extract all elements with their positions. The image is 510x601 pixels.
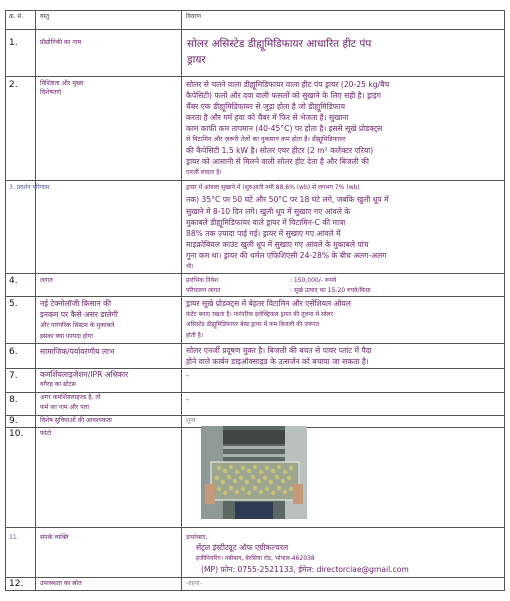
technology-name: सोलर असिस्टेड डीह्यूमिडिफायर आधारित हीट पंप xyxy=(187,38,372,50)
row-divider xyxy=(5,273,505,274)
row-label: विशेषताएं xyxy=(40,89,62,96)
row-text: - xyxy=(186,371,189,380)
row-label: कमर्शियलाइजेशन/IPR अधिकार xyxy=(40,370,129,379)
cost-label: परिचालन लागत xyxy=(186,287,221,294)
row-label: लागत xyxy=(40,277,53,284)
row-text: असिस्टेड डीह्यूमिडिफायर बेस्ड ड्रायर में कम बिजली की ज़रूरत xyxy=(186,321,320,328)
row-label: इसका क्या फायदा होगा xyxy=(40,333,93,340)
row-number: 5. xyxy=(9,299,18,309)
row-number: 6. xyxy=(9,347,18,357)
row-label: इनकम पर कैसे असर डालेगी xyxy=(40,310,118,319)
row-text: ड्रायर सूखे प्रोडक्ट्स में बेहतर विटामिन और एसेंशियल ऑयल xyxy=(186,299,351,308)
row-divider xyxy=(5,29,505,30)
header-item: वस्तु xyxy=(40,13,50,20)
row-label: अगर कमर्शियलाइज्ड है, तो xyxy=(40,394,101,401)
contact-text: (MP) फ़ोन: 0755-2521133, ईमेल: directorciae@gmail.com xyxy=(201,565,409,574)
row-number: 12. xyxy=(9,579,24,589)
row-label: विशेष सुविधाओं की आवश्यकता xyxy=(40,417,112,424)
row-label: फर्म का नाम और पता xyxy=(40,404,89,411)
cost-label: प्रारंभिक निवेश xyxy=(186,277,219,284)
row-label: वगैरह का स्टेटस xyxy=(40,381,76,388)
column-divider xyxy=(181,10,182,590)
table-border-left xyxy=(5,10,6,590)
row-text: सुखाने में 8-10 दिन लगे। खुली धूप में सुखाए गए आंवले के xyxy=(186,207,351,216)
row-text: मुकाबले डीह्यूमिडिफायर वाले ड्रायर में विटामिन-C की मात्रा xyxy=(186,218,346,227)
row-text: तक) 35°C पर 50 घंटे और 50°C पर 18 घंटे लगे, जबकि खुली धूप में xyxy=(186,195,389,204)
row-text: -वहना- xyxy=(186,580,202,587)
row-divider xyxy=(5,76,505,77)
row-label: प्रौद्योगिकी का नाम xyxy=(40,39,82,46)
row-text: सोलर एनर्जी प्रदूषण मुक्त है। बिजली की बचत से पावर प्लांट में पैदा xyxy=(186,346,372,355)
row-label: उपलब्धता का स्रोत xyxy=(40,580,82,587)
row-number: 8. xyxy=(9,395,18,405)
row-label: सामाजिक/पर्यावरणीय लाभ xyxy=(40,347,115,356)
cost-value: : 150,000/- रूपये xyxy=(290,277,337,284)
row-number: 7. xyxy=(9,371,18,381)
row-text: ड्रायर को आसानी से मिलने वाली सोलर हीट देता है और बिजली की xyxy=(186,157,369,166)
row-label: नई टेक्नोलॉजी किसान की xyxy=(40,299,111,308)
row-text: थी। xyxy=(186,263,194,270)
row-number: 4. xyxy=(9,276,18,286)
row-divider xyxy=(5,577,505,578)
header-sn: क्र. सं. xyxy=(9,13,24,20)
contact-text: सेंट्रल इंस्टीट्यूट ऑफ़ एग्रीकल्चरल xyxy=(196,543,289,552)
row-divider xyxy=(5,415,505,416)
row-text: होती है। xyxy=(186,332,204,339)
row-text: कंटेंट बनाए रखता है। पारंपरिक इलेक्ट्रिकल ड्रायर की तुलना में सोलर xyxy=(186,311,334,318)
row-text: माइक्रोबियल काउंट खुली धूप में सुखाए गए आंवले के मुकाबले पांच xyxy=(186,240,369,249)
table-border-bottom xyxy=(5,590,505,591)
row-text: कैपेसिटी) फलों और दवा वाली फसलों को सुखाने के लिए सही है। ड्राइंग xyxy=(186,91,381,100)
row-divider xyxy=(5,368,505,369)
row-text: सोलर से चलने वाला डीह्यूमिडिफायर वाला हीट पंप ड्रायर (20-25 kg/बैच xyxy=(186,80,390,89)
row-number: 2. xyxy=(9,80,18,90)
row-number: 9. xyxy=(9,416,18,426)
row-divider xyxy=(5,296,505,297)
row-text: की कैपेसिटी 1.5 kW है। सोलर एयर हीटर (2 m² कलेक्टर एरिया) xyxy=(186,146,374,155)
row-text: चैंबर एक डीह्यूमिडिफायर से जुड़ा होता है जो डीह्यूमिडिफाय xyxy=(186,102,345,111)
row-text: - xyxy=(186,395,189,404)
table-border-top xyxy=(5,10,505,11)
row-number: 3. प्रदर्शन परिणाम xyxy=(9,184,50,191)
row-text: करता है और गर्म हवा को चैंबर में फिर से भेजता है। सुखाना xyxy=(186,113,349,122)
row-number: 10. xyxy=(9,429,24,439)
table-border-right xyxy=(504,10,505,590)
row-label: विशिष्टता और मुख्य xyxy=(40,80,84,87)
contact-text: डायरेक्टर, xyxy=(186,534,208,541)
row-divider xyxy=(5,343,505,344)
row-text: ड्रायर में आंवला सुखाने में (शुरुआती नमी 88.6% (wb) से लगभग 7% (wb) xyxy=(186,184,360,191)
cost-value: : सूखे उत्पाद का 15-20 रुपये/किग्रा xyxy=(290,287,371,294)
technology-name: ड्रायर xyxy=(187,54,206,66)
contact-text: इंजीनियरिंग। नबीबाग, बेरसिया रोड, भोपाल-462038 xyxy=(196,555,315,562)
row-text: काम काफी कम तापमान (40-45°C) पर होता है। इससे सूखे प्रोडक्ट्स xyxy=(186,124,383,133)
row-number: 11. xyxy=(9,534,19,541)
row-text: एनर्जी बचाता है। xyxy=(186,169,222,176)
row-label: फोटो xyxy=(40,430,52,437)
row-divider xyxy=(5,392,505,393)
row-text: 88% तक ज़्यादा पाई गई। ड्रायर में सुखाए गए आंवले में xyxy=(186,229,341,238)
row-text: होने वाले कार्बन डाइऑक्साइड के उत्सर्जन को बचाया जा सकता है। xyxy=(186,357,369,366)
row-divider xyxy=(5,180,505,181)
row-label: और पारंपरिक सिस्टम के मुकाबले xyxy=(40,322,115,329)
row-text: शून्य xyxy=(186,417,196,424)
row-number: 1. xyxy=(9,38,18,48)
row-text: गुना कम था। ड्रायर की थर्मल एफिशिएंसी 24-28% के बीच अलग-अलग xyxy=(186,251,387,260)
column-divider xyxy=(35,10,36,590)
row-divider xyxy=(5,527,505,528)
row-label: संपर्क व्यक्ति xyxy=(40,534,69,541)
dryer-photo xyxy=(201,426,307,519)
header-description: विवरण xyxy=(186,13,202,20)
row-text: से विटामिन और ज़रूरी तेलों का नुकसान कम होता है। डीह्यूमिडिफायर xyxy=(186,135,346,143)
